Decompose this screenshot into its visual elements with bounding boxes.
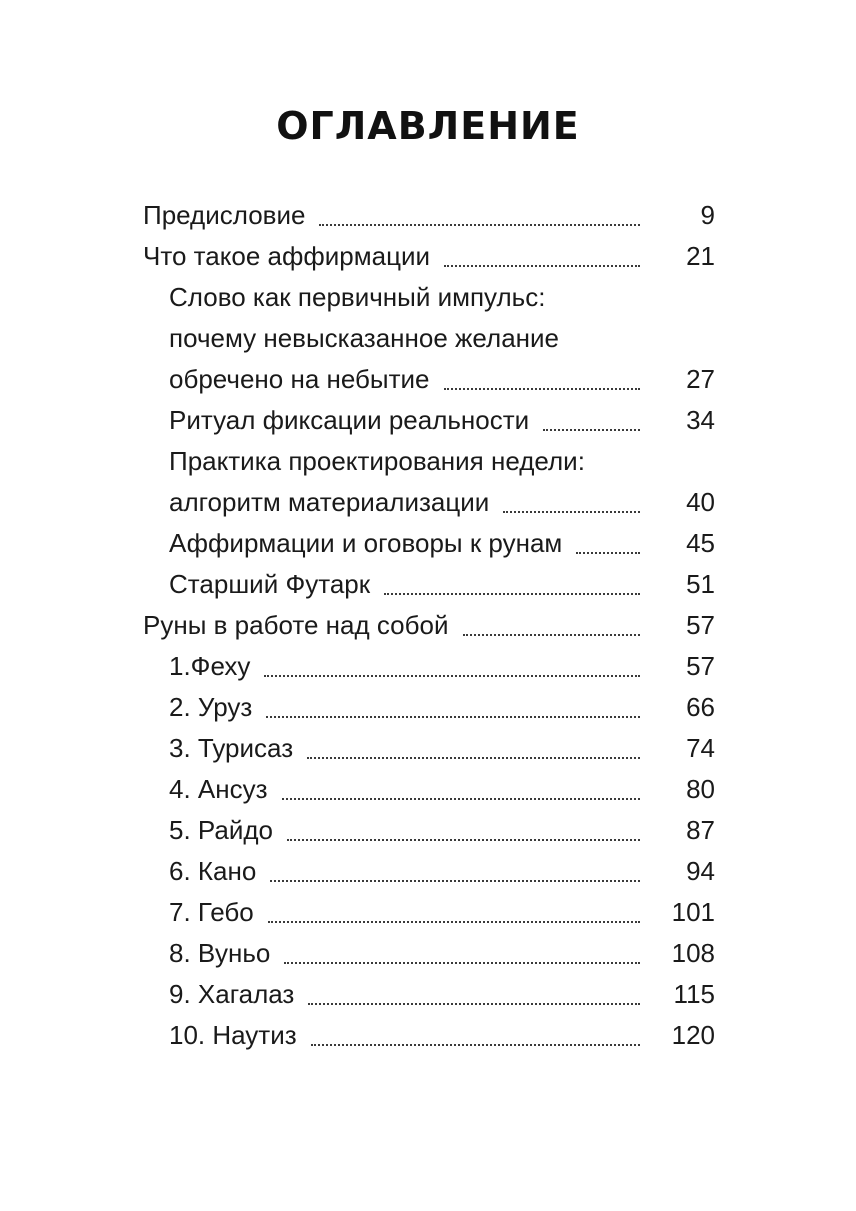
toc-entry-title: 7. Гебо xyxy=(169,897,268,927)
toc-page-number: 40 xyxy=(686,487,715,517)
toc-entry xyxy=(143,482,715,523)
toc-entry-title: обречено на небытие xyxy=(169,364,444,394)
toc-entry xyxy=(143,564,715,605)
toc-entry-title: Практика проектирования недели: xyxy=(169,446,599,476)
toc-entry-title: Старший Футарк xyxy=(169,569,384,599)
toc-entry xyxy=(143,933,715,974)
toc-entry xyxy=(143,687,715,728)
toc-entry-title: 1.Феху xyxy=(169,651,264,681)
table-of-contents xyxy=(143,195,715,1056)
toc-leader-dots xyxy=(444,386,641,390)
toc-entry xyxy=(143,359,715,400)
toc-entry-title: почему невысказанное желание xyxy=(169,323,573,353)
toc-entry-title: Руны в работе над собой xyxy=(143,610,463,640)
toc-leader-dots xyxy=(503,509,640,513)
toc-page-number: 94 xyxy=(686,856,715,886)
toc-page-number: 108 xyxy=(671,938,715,968)
toc-leader-dots xyxy=(284,960,640,964)
toc-entry-title: 8. Вуньо xyxy=(169,938,284,968)
toc-leader-dots xyxy=(268,919,640,923)
toc-page-number: 57 xyxy=(686,651,715,681)
toc-page-number: 115 xyxy=(673,979,715,1009)
toc-leader-dots xyxy=(282,796,640,800)
toc-entry xyxy=(143,523,715,564)
toc-entry xyxy=(143,851,715,892)
toc-entry xyxy=(143,769,715,810)
toc-entry-title: 2. Уруз xyxy=(169,692,266,722)
toc-entry-title: 10. Наутиз xyxy=(169,1020,311,1050)
toc-leader-dots xyxy=(311,1042,640,1046)
toc-leader-dots xyxy=(264,673,640,677)
toc-entry-title: 3. Турисаз xyxy=(169,733,307,763)
toc-page-number: 21 xyxy=(686,241,715,271)
toc-page-number: 34 xyxy=(686,405,715,435)
toc-page-number: 80 xyxy=(686,774,715,804)
toc-entry xyxy=(143,195,715,236)
toc-entry xyxy=(143,400,715,441)
toc-entry-continuation xyxy=(143,441,715,482)
toc-entry-continuation xyxy=(143,318,715,359)
toc-entry-title: Ритуал фиксации реальности xyxy=(169,405,543,435)
toc-entry xyxy=(143,728,715,769)
toc-page-number: 74 xyxy=(686,733,715,763)
toc-entry xyxy=(143,892,715,933)
toc-entry xyxy=(143,236,715,277)
toc-entry xyxy=(143,605,715,646)
toc-entry xyxy=(143,810,715,851)
toc-entry xyxy=(143,646,715,687)
toc-entry-title: Слово как первичный импульс: xyxy=(169,282,559,312)
toc-leader-dots xyxy=(287,837,640,841)
toc-page-number: 45 xyxy=(686,528,715,558)
toc-entry xyxy=(143,1015,715,1056)
toc-entry xyxy=(143,974,715,1015)
toc-entry-title: Что такое аффирмации xyxy=(143,241,444,271)
toc-entry-title: Предисловие xyxy=(143,200,319,230)
toc-leader-dots xyxy=(444,263,640,267)
toc-leader-dots xyxy=(319,222,640,226)
toc-entry-title: 4. Ансуз xyxy=(169,774,282,804)
toc-entry-continuation xyxy=(143,277,715,318)
toc-page-number: 9 xyxy=(700,200,715,230)
toc-leader-dots xyxy=(307,755,640,759)
toc-page-number: 51 xyxy=(686,569,715,599)
toc-page-number: 27 xyxy=(686,364,715,394)
toc-entry-title: 5. Райдо xyxy=(169,815,287,845)
toc-entry-title: алгоритм материализации xyxy=(169,487,503,517)
toc-leader-dots xyxy=(463,632,641,636)
page-title: ОГЛАВЛЕНИЕ xyxy=(276,104,580,148)
toc-leader-dots xyxy=(266,714,640,718)
toc-entry-title: 6. Кано xyxy=(169,856,270,886)
toc-leader-dots xyxy=(543,427,640,431)
toc-leader-dots xyxy=(576,550,640,554)
toc-page-number: 66 xyxy=(686,692,715,722)
toc-page-number: 87 xyxy=(686,815,715,845)
toc-leader-dots xyxy=(384,591,640,595)
toc-leader-dots xyxy=(308,1001,640,1005)
toc-entry-title: Аффирмации и оговоры к рунам xyxy=(169,528,576,558)
toc-leader-dots xyxy=(270,878,640,882)
toc-page-number: 57 xyxy=(686,610,715,640)
toc-page-number: 120 xyxy=(671,1020,715,1050)
toc-entry-title: 9. Хагалаз xyxy=(169,979,308,1009)
toc-page-number: 101 xyxy=(671,897,715,927)
